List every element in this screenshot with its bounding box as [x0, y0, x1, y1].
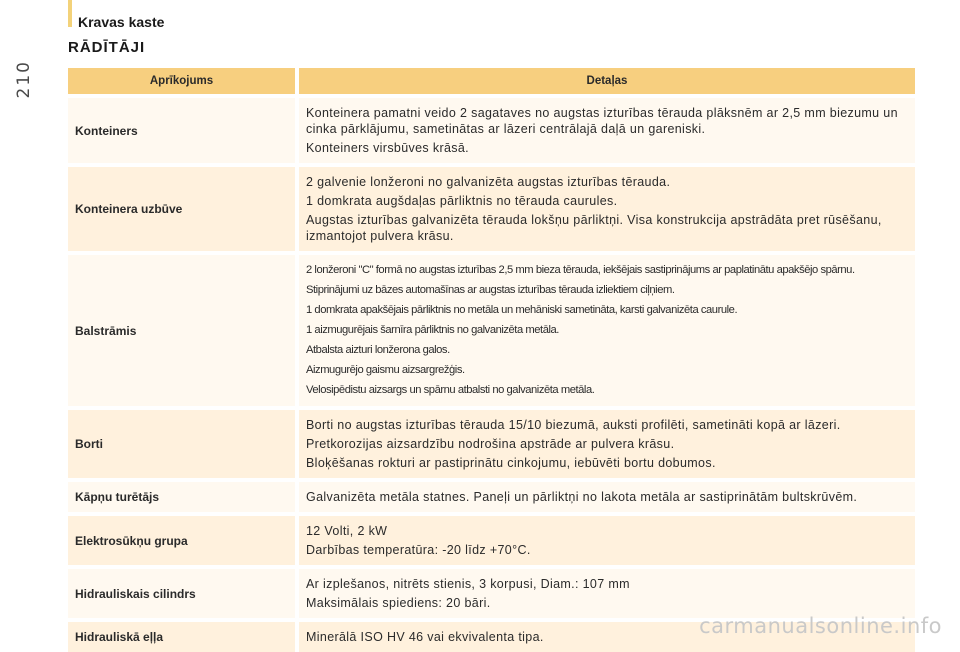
detail-line: Borti no augstas izturības tērauda 15/10 biezumā, auksti profilēti, sametināti kopā ar lāzeri.: [306, 418, 841, 432]
detail-line: Stiprinājumi uz bāzes automašīnas ar augstas izturības tērauda izliektiem ciļņiem.: [306, 284, 675, 296]
detail-line: Pretkorozijas aizsardzību nodrošina apstrāde ar pulvera krāsu.: [306, 437, 675, 451]
specifications-table: [68, 68, 915, 652]
header-details: Detaļas: [299, 68, 915, 94]
detail-line: Bloķēšanas rokturi ar pastiprinātu cinkojumu, iebūvēti bortu dobumos.: [306, 456, 716, 470]
detail-line: 12 Volti, 2 kW: [306, 524, 388, 538]
table-row: [68, 482, 915, 512]
detail-line: 1 domkrata apakšējais pārliktnis no metāla un mehāniski sametināta, karsti galvanizēta caurule.: [306, 304, 738, 316]
row-details: [299, 569, 915, 618]
row-details: [299, 516, 915, 565]
detail-line: 2 galvenie lonžeroni no galvanizēta augstas izturības tērauda.: [306, 175, 671, 189]
page-number: 210: [14, 60, 34, 99]
table-row: [68, 569, 915, 618]
table-header-row: [68, 68, 915, 94]
detail-line: 1 domkrata augšdaļas pārliktnis no tērauda caurules.: [306, 194, 618, 208]
detail-line: 2 lonžeroni "C" formā no augstas izturības 2,5 mm bieza tērauda, iekšējais sastiprinājums ar paplatinātu apakšējo spārnu.: [306, 264, 855, 276]
detail-line: Augstas izturības galvanizēta tērauda lokšņu pārliktņi. Visa konstrukcija apstrādāta pret rūsēšanu, izmantojot pulvera krāsu.: [306, 213, 882, 243]
detail-line: Minerālā ISO HV 46 vai ekvivalenta tipa.: [306, 630, 544, 644]
detail-line: 1 aizmugurējais šarnīra pārliktnis no galvanizēta metāla.: [306, 324, 559, 336]
row-label: Hidrauliskā eļļa: [68, 622, 295, 652]
watermark-text: carmanualsonline.info: [699, 614, 942, 638]
detail-line: Konteinera pamatni veido 2 sagataves no augstas izturības tērauda plāksnēm ar 2,5 mm biezumu un cinka pārklājumu, sametinātas ar lāzeri centrālajā daļā un gareniski.: [306, 106, 898, 136]
detail-line: Velosipēdistu aizsargs un spārnu atbalsti no galvanizēta metāla.: [306, 384, 595, 396]
detail-line: Atbalsta aizturi lonžerona galos.: [306, 344, 450, 356]
row-details: [299, 482, 915, 512]
table-row: [68, 516, 915, 565]
table-row: [68, 167, 915, 251]
row-label: Konteiners: [68, 98, 295, 163]
table-row: [68, 410, 915, 478]
row-details: [299, 98, 915, 163]
row-label: Kāpņu turētājs: [68, 482, 295, 512]
detail-line: Darbības temperatūra: -20 līdz +70°C.: [306, 543, 531, 557]
table-row: [68, 255, 915, 406]
section-accent-bar: [68, 0, 72, 27]
page-title: RĀDĪTĀJI: [68, 39, 146, 56]
row-label: Balstrāmis: [68, 255, 295, 406]
table-row: [68, 98, 915, 163]
detail-line: Galvanizēta metāla statnes. Paneļi un pārliktņi no lakota metāla ar sastiprinātām bultskrūvēm.: [306, 490, 858, 504]
row-details: [299, 167, 915, 251]
detail-line: Maksimālais spiediens: 20 bāri.: [306, 596, 491, 610]
row-label: Konteinera uzbūve: [68, 167, 295, 251]
header-equipment: Aprīkojums: [68, 68, 295, 94]
section-header: Kravas kaste: [78, 14, 165, 30]
detail-line: Konteiners virsbūves krāsā.: [306, 141, 469, 155]
detail-line: Ar izplešanos, nitrēts stienis, 3 korpusi, Diam.: 107 mm: [306, 577, 630, 591]
row-label: Hidrauliskais cilindrs: [68, 569, 295, 618]
row-details: [299, 410, 915, 478]
row-details: [299, 255, 915, 406]
row-label: Borti: [68, 410, 295, 478]
detail-line: Aizmugurējo gaismu aizsargrežģis.: [306, 364, 465, 376]
row-label: Elektrosūkņu grupa: [68, 516, 295, 565]
